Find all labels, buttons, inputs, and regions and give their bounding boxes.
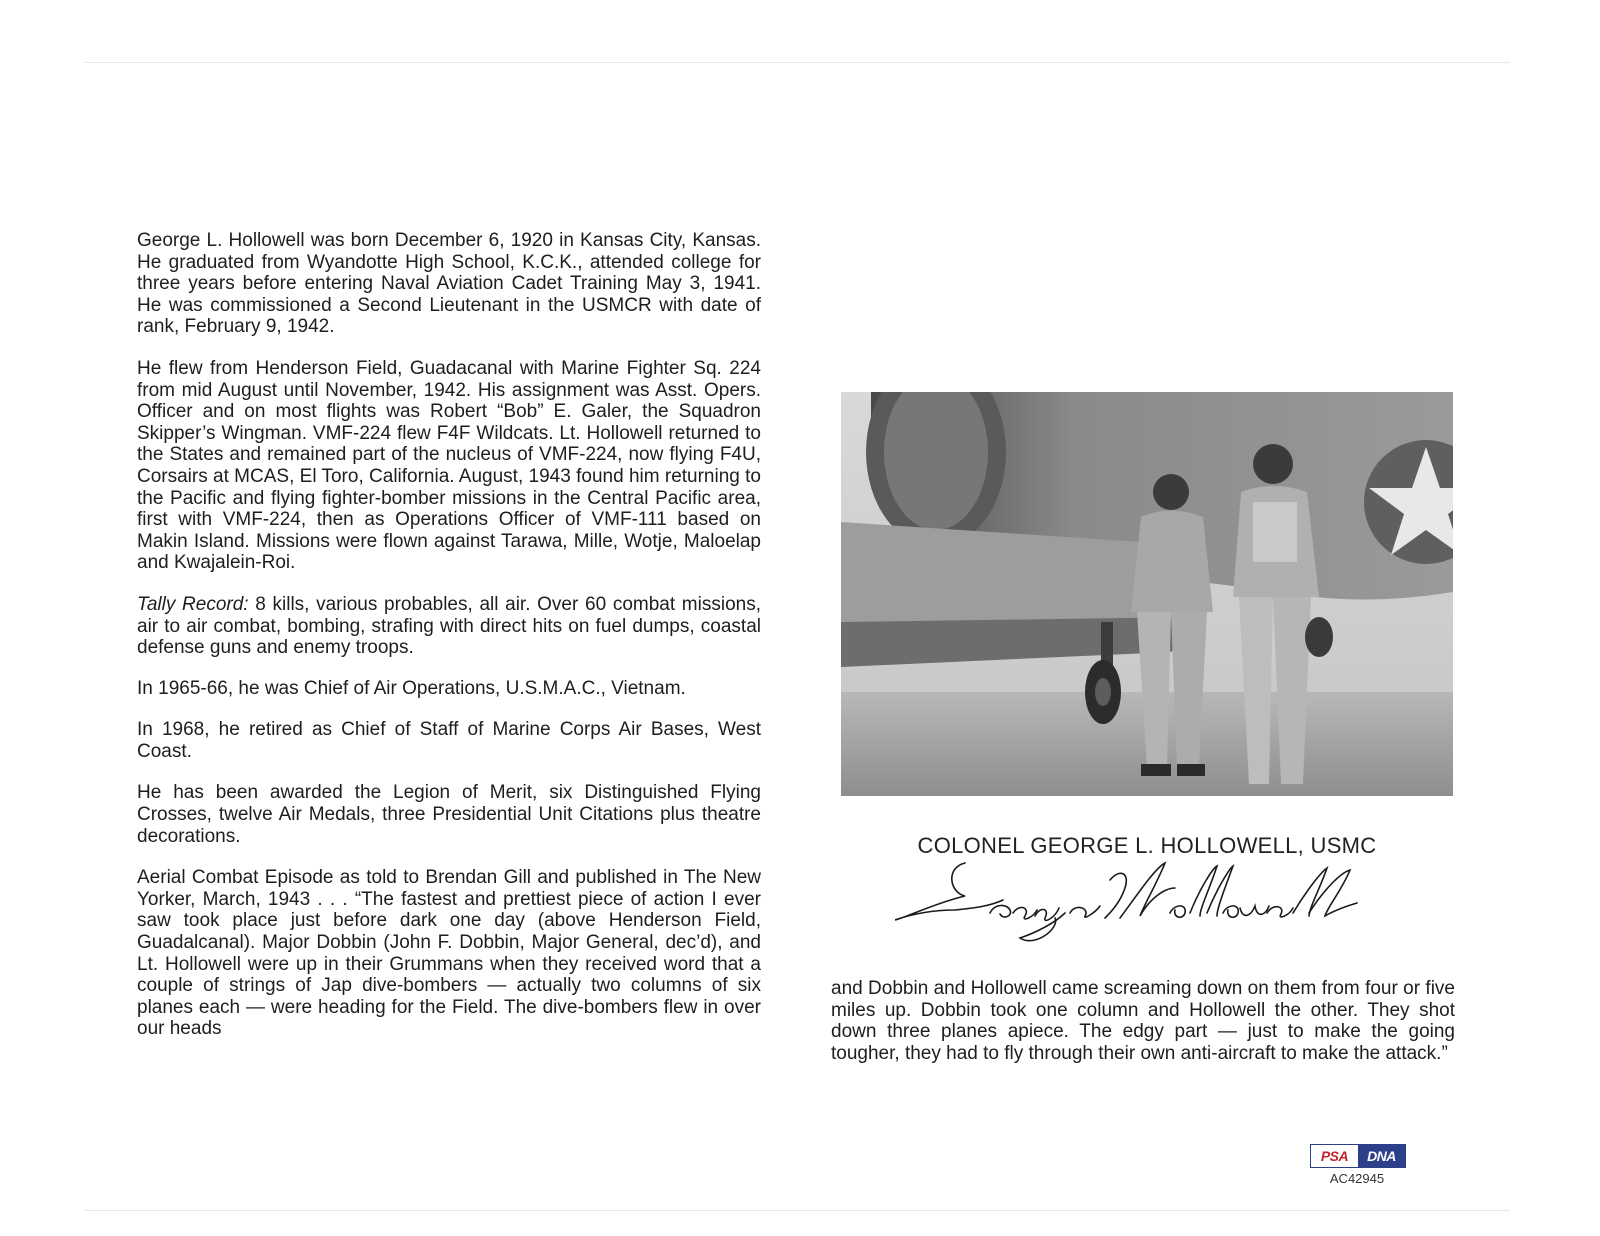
- bio-paragraph-awards: He has been awarded the Legion of Merit, six Distinguished Flying Crosses, twelve Air Medals, three Presidential Unit Citations plus theatre decorations.: [137, 782, 761, 847]
- pilots-photo: [841, 392, 1453, 796]
- signature: [895, 858, 1365, 953]
- tally-label: Tally Record:: [137, 593, 249, 615]
- continuation-column: [831, 978, 1455, 1064]
- pilots-photo-illustration: [841, 392, 1453, 796]
- page-top-edge: [84, 62, 1510, 63]
- tally-text: 8 kills, various probables, all air. Over 60 combat missions, air to air combat, bombing, strafing with direct hits on fuel dumps, coastal defense guns and enemy troops.: [137, 593, 761, 659]
- bio-paragraph-episode: Aerial Combat Episode as told to Brendan Gill and published in The New Yorker, March, 1943 . . . “The fastest and prettiest piece of action I ever saw took place just before dark one day (above Henderson Field, Guadalcanal). Major Dobbin (John F. Dobbin, Major General, dec’d), and Lt. Hollowell were up in their Grummans when they received word that a couple of strings of Jap dive-bombers — actually two columns of six planes each — were heading for the Field. The dive-bombers flew in over our heads: [137, 867, 761, 1040]
- continuation-paragraph: and Dobbin and Hollowell came screaming down on them from four or five miles up. Dobbin took one column and Hollowell the other. They shot down three planes apiece. The edgy part — just to make the going tougher, they had to fly through their own anti-aircraft to make the attack.”: [831, 978, 1455, 1064]
- bio-paragraph-birth: George L. Hollowell was born December 6, 1920 in Kansas City, Kansas. He graduated from Wyandotte High School, K.C.K., attended college for three years before entering Naval Aviation Cadet Training May 3, 1941. He was commissioned a Second Lieutenant in the USMCR with date of rank, February 9, 1942.: [137, 230, 761, 338]
- photo-caption: COLONEL GEORGE L. HOLLOWELL, USMC: [917, 833, 1377, 858]
- psa-dna-logo: [1310, 1144, 1406, 1168]
- biography-column: [137, 230, 761, 1060]
- authentication-code: AC42945: [1329, 1171, 1385, 1186]
- dna-logo-text: DNA: [1358, 1145, 1405, 1167]
- page-bottom-edge: [84, 1210, 1510, 1211]
- bio-paragraph-vietnam: In 1965-66, he was Chief of Air Operations, U.S.M.A.C., Vietnam.: [137, 677, 686, 699]
- psa-logo-text: PSA: [1311, 1145, 1358, 1167]
- signature-image: [895, 858, 1365, 953]
- bio-paragraph-tally: [137, 594, 761, 659]
- bio-paragraph-service: He flew from Henderson Field, Guadacanal with Marine Fighter Sq. 224 from mid August until November, 1942. His assignment was Asst. Opers. Officer and on most flights was Robert “Bob” E. Galer, the Squadron Skipper’s Wingman. VMF-224 flew F4F Wildcats. Lt. Hollowell returned to the States and remained part of the nucleus of VMF-224, now flying F4U, Corsairs at MCAS, El Toro, California. August, 1943 found him returning to the Pacific and flying fighter-bomber missions in the Central Pacific area, first with VMF-224, then as Operations Officer of VMF-111 based on Makin Island. Missions were flown against Tarawa, Mille, Wotje, Maloelap and Kwajalein-Roi.: [137, 357, 761, 574]
- bio-paragraph-retirement: In 1968, he retired as Chief of Staff of Marine Corps Air Bases, West Coast.: [137, 719, 761, 762]
